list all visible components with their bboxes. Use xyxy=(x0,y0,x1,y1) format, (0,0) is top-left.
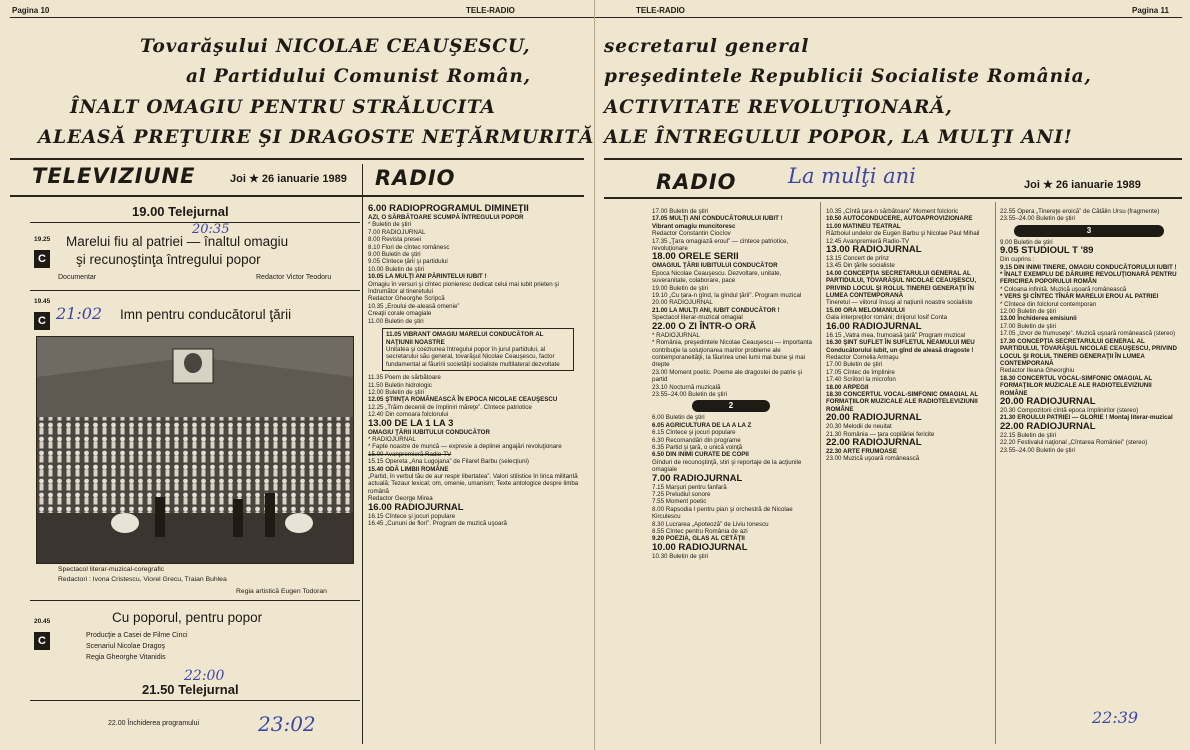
radio2c-line: 13.00 Închiderea emisiunii xyxy=(1000,315,1077,323)
radio1-line: Creaţii corale omagiale xyxy=(368,310,432,318)
radio2a-line: 10.30 Buletin de ştiri xyxy=(652,552,709,560)
radio2a-line: OMAGIUL ŢĂRII IUBITULUI CONDUCĂTOR xyxy=(652,262,778,270)
radio2c-line: * VERS ŞI CÎNTEC TÎNĂR MARELUI EROU AL PATRIEI xyxy=(1000,293,1159,301)
radio2c-line: 23.55–24.00 Buletin de ştiri xyxy=(1000,215,1075,223)
radio2c-line: 22.55 Opera „Tinereţe eroică” de Cătălin Ursu (fragmente) xyxy=(1000,208,1160,215)
channel-2-badge: 2 xyxy=(692,400,770,412)
radio-program-2c xyxy=(1000,208,1180,744)
radio2b-line: Tineretul — viitorul însuşi al națiunii noastre socialiste xyxy=(826,299,973,307)
radio2b-line: Războiul undelor de Eugen Barbu şi Nicolae Paul Mihail xyxy=(826,230,980,238)
radio2a-line: 6.00 Buletin de ştiri xyxy=(652,414,705,422)
radio1-line: 15.00 Avanpremieră Radio-TV xyxy=(368,450,452,458)
radio1-line: AZI, O SĂRBĂTOARE SCUMPĂ ÎNTREGULUI POPOR xyxy=(368,214,524,221)
tv-credit-2: Scenariul Nicolae Dragoş xyxy=(86,643,165,650)
handwritten-time-5: 22:39 xyxy=(1092,708,1139,727)
radio2b-line: 17.00 Buletin de ştiri xyxy=(826,361,883,369)
radio2b-line: 23.00 Muzică uşoară românească xyxy=(826,455,920,463)
tv-caption-2: Redactori : Ivona Cristescu, Viorel Grecu, Traian Buhlea xyxy=(58,576,227,583)
radio1-line: 11.35 Poem de sărbătoare xyxy=(368,374,441,382)
radio-program-2a xyxy=(652,208,816,744)
headline-right-2: preşedintele Republicii Socialiste România, xyxy=(604,66,1092,87)
tv-rule-2 xyxy=(30,290,360,291)
radio2c-line: 17.30 CONCEPŢIA SECRETARULUI GENERAL AL PARTIDULUI, TOVARĂŞUL NICOLAE CEAUŞESCU, PRIVIND LOCUL ŞI ROLUL TINEREI GENERAŢII ÎN LUMEA CONTEMPORANĂ xyxy=(1000,337,1177,367)
radio2b-line: 22.30 ARTE FRUMOASE xyxy=(826,447,897,455)
radio1-line: 12.05 ŞTIINŢA ROMÂNEASCĂ ÎN EPOCA NICOLAE CEAUŞESCU xyxy=(368,396,558,404)
radio1-line: 11.05 VIBRANT OMAGIU MARELUI CONDUCĂTOR AL NAŢIUNII NOASTRE xyxy=(386,331,544,346)
radio2a-line: Spectacol literar-muzical omagial xyxy=(652,314,743,322)
radio2c-line: 17.00 Buletin de ştiri xyxy=(1000,322,1057,330)
radio2a-line: 8.30 Lucrarea „Apoteoză” de Liviu Ionescu xyxy=(652,520,769,528)
radio2a-line: Vibrant omagiu muncitoresc xyxy=(652,222,736,230)
radio2a-line: 6.05 AGRICULTURA DE LA A LA Z xyxy=(652,421,752,429)
radio1-line: 10.00 Buletin de ştiri xyxy=(368,265,425,273)
radio2b-line: 20.00 RADIOJURNAL xyxy=(826,412,922,424)
radio1-line: 12.40 Din comoara folclorului xyxy=(368,411,449,419)
radio1-line: 8.00 Revista presei xyxy=(368,236,421,244)
page-number-right: Pagina 11 xyxy=(1132,6,1169,15)
radio2a-line: 18.00 ORELE SERII xyxy=(652,251,739,263)
radio2a-line: Redactor Constantin Ciocîov xyxy=(652,230,731,238)
radio2c-line: 20.30 Compozitorii cîntă epoca împlinirilor (stereo) xyxy=(1000,406,1139,414)
section-rule-left xyxy=(10,195,584,197)
tv-time-1945: 19.45 xyxy=(34,298,51,305)
top-rule xyxy=(10,17,1182,18)
radio2b-line: 20.30 Melodii de neuitat xyxy=(826,423,892,431)
tv-rule-3 xyxy=(30,600,360,601)
tv-title-marelui-fiu: Marelui fiu al patriei — înaltul omagiu xyxy=(66,234,289,249)
radio2b-line: 22.00 RADIOJURNAL xyxy=(826,436,922,448)
radio2a-line: 19.10 „Cu ţara-n gînd, la gîndul ţării”. Program muzical xyxy=(652,292,802,300)
radio1-line: 6.00 RADIOPROGRAMUL DIMINEŢII xyxy=(368,204,529,214)
headline-right-4: ALE ÎNTREGULUI POPOR, LA MULŢI ANI! xyxy=(604,127,1073,148)
radio1-line: 15.15 Opereta „Ana Lugojana” de Filaret Barbu (selecţiuni) xyxy=(368,458,529,466)
radio2a-line: 6.30 Recomandări din programe xyxy=(652,436,741,444)
tv-channel-badge-3: C xyxy=(34,632,50,650)
running-head-right: TELE-RADIO xyxy=(636,6,685,15)
tv-title-cu-poporul: Cu poporul, pentru popor xyxy=(112,610,263,625)
radio-col-divider-1 xyxy=(820,202,821,744)
radio2a-line: 21.00 LA MULŢI ANI, IUBIT CONDUCĂTOR ! xyxy=(652,306,780,314)
headline-left-3: ÎNALT OMAGIU PENTRU STRĂLUCITA xyxy=(70,97,496,118)
tv-redactor-1: Redactor Victor Teodoru xyxy=(256,274,332,281)
radio2b-line: Gala interpreţilor români; dirijorul Iosif Conta xyxy=(826,314,948,322)
tv-date: Joi ★ 26 ianuarie 1989 xyxy=(230,173,347,185)
radio1-line: Redactor Gheorghe Scripcă xyxy=(368,295,445,303)
tv-credit-3: Regia Gheorghe Vitanidis xyxy=(86,654,166,661)
radio1-line: 15.40 ODĂ LIMBII ROMÂNE xyxy=(368,465,449,473)
radio2c-line: * ÎNALT EXEMPLU DE DĂRUIRE REVOLUŢIONARĂ PENTRU FERICIREA POPORULUI ROMÂN xyxy=(1000,271,1177,286)
radio1-line: OMAGIU ŢĂRII IUBITULUI CONDUCĂTOR xyxy=(368,428,490,436)
radio2a-line: Epoca Nicolae Ceauşescu. Dezvoltare, unitate, suveranitate, colaborare, pace xyxy=(652,269,782,285)
tv-title-imn: Imn pentru conducătorul ţării xyxy=(120,307,292,322)
radio2b-line: 15.00 ORA MELOMANULUI xyxy=(826,306,905,314)
radio2c-line: 9.05 STUDIOUL T '89 xyxy=(1000,245,1094,257)
radio2b-line: Redactor Cornelia Armaşu xyxy=(826,353,899,361)
channel-3-badge: 3 xyxy=(1014,225,1164,237)
radio2b-line: Conducătorului iubit, un gînd de aleasă dragoste ! xyxy=(826,346,974,354)
radio2a-line: 7.55 Moment poetic xyxy=(652,498,707,506)
radio2a-line: 6.15 Cîntece şi jocuri populare xyxy=(652,429,736,437)
radio2b-line: 16.00 RADIOJURNAL xyxy=(826,320,922,332)
radio2b-line: 10.35 „Cîntă ţara-n sărbătoare” Moment folcloric xyxy=(826,208,959,215)
radio1-line: 9.05 Cîntece ţării şi partidului xyxy=(368,258,448,266)
tv-channel-badge-1: C xyxy=(34,250,50,268)
radio2b-line: 17.40 Scriitori la microfon xyxy=(826,376,896,384)
section-rule-right xyxy=(604,197,1182,199)
handwritten-time-4: 23:02 xyxy=(258,712,316,736)
tv-caption-1: Spectacol literar-muzical-coregrafic xyxy=(58,566,165,573)
radio-date: Joi ★ 26 ianuarie 1989 xyxy=(1024,179,1141,191)
radio1-line: 13.00 DE LA 1 LA 3 xyxy=(368,417,454,429)
radio2b-line: 13.00 RADIOJURNAL xyxy=(826,244,922,256)
radio1-line: Redactor George Mirea xyxy=(368,495,433,503)
tv-rule-4 xyxy=(30,700,360,701)
radio2a-line: 8.00 Rapsodia I pentru pian şi orchestră de Nicolae Kirculescu xyxy=(652,505,793,521)
radio2a-line: 7.00 RADIOJURNAL xyxy=(652,472,743,484)
tv-radio-divider xyxy=(362,164,363,744)
radio1-line: 16.15 Cîntece şi jocuri populare xyxy=(368,512,456,520)
radio2c-line: 9.00 Buletin de ştiri xyxy=(1000,238,1053,246)
radio1-line: 12.25 „Trăim deceniii de împliniri măreţe”. Cîntece patriotice xyxy=(368,403,532,411)
section-televiziune: TELEVIZIUNE xyxy=(32,164,196,188)
radio-program-2b xyxy=(826,208,992,744)
radio2a-line: Gînduri de recunoştinţă, stiri şi reportaje de la acţiunile omagiale xyxy=(652,458,802,474)
radio2c-line: 9.15 DIN INIMI TINERE, OMAGIU CONDUCĂTORULUI IUBIT ! xyxy=(1000,263,1177,271)
section-radio-left: RADIO xyxy=(375,166,456,190)
radio2b-line: 12.45 Avanpremieră Radio-TV xyxy=(826,237,910,245)
radio2a-line: 23.10 Nocturnă muzicală xyxy=(652,383,721,391)
radio2a-line: 7.25 Preludiul sonore xyxy=(652,491,711,498)
radio1-line: 11.00 Buletin de ştiri xyxy=(368,317,424,325)
radio2c-line: 22.00 RADIOJURNAL xyxy=(1000,420,1096,432)
radio2b-line: 16.30 ŞINT SUFLET ÎN SUFLETUL NEAMULUI MEU xyxy=(826,339,975,347)
radio2c-line: 23.55–24.00 Buletin de ştiri xyxy=(1000,446,1075,454)
radio2a-line: 19.00 Buletin de ştiri xyxy=(652,284,709,292)
radio2c-line: Redactor Ileana Gheorghiu xyxy=(1000,367,1075,375)
radio2c-line: 22.20 Festivalul naţional „Cîntarea României” (stereo) xyxy=(1000,439,1148,447)
radio2b-line: 10.50 AUTOCONDUCERE, AUTOAPROVIZIONARE xyxy=(826,215,973,223)
headline-right-3: ACTIVITATE REVOLUŢIONARĂ, xyxy=(604,97,953,118)
spectacol-photo xyxy=(36,336,354,564)
section-radio-right: RADIO xyxy=(656,170,737,194)
radio2a-line: 10.00 RADIOJURNAL xyxy=(652,541,748,553)
handwritten-la-multi-ani: La mulţi ani xyxy=(788,164,916,188)
radio2b-line: 11.00 MATINEU TEATRAL xyxy=(826,222,901,230)
radio2c-line: 22.15 Buletin de ştiri xyxy=(1000,431,1057,439)
running-head-left: TELE-RADIO xyxy=(466,6,515,15)
tv-time-1925: 19.25 xyxy=(34,236,51,243)
handwritten-time-3: 22:00 xyxy=(184,668,225,684)
radio2c-line: 18.30 CONCERTUL VOCAL-SIMFONIC OMAGIAL AL FORMAŢIILOR MUZICALE ALE RADIOTELEVIZIUNII ROMÂNE xyxy=(1000,374,1153,397)
radio2b-line: 16.15 „Vatra mea, frumoasă ţară” Program muzical xyxy=(826,331,966,339)
headline-rule-right xyxy=(604,158,1182,160)
radio2a-line: 6.50 DIN INIMI CURATE DE COPII xyxy=(652,451,749,459)
headline-left-4: ALEASĂ PREŢUIRE ŞI DRAGOSTE NEŢĂRMURITĂ xyxy=(38,127,595,148)
radio2a-line: 17.35 „Ţara omagiază eroul” — cîntece patriotice, revoluţionare xyxy=(652,237,789,253)
radio2a-ch2-row xyxy=(652,398,816,414)
radio2b-line: 13.45 Din ţările socialiste xyxy=(826,262,895,270)
radio1-line: 16.00 RADIOJURNAL xyxy=(368,501,464,513)
radio2b-line: 17.05 Cîntec de împlinire xyxy=(826,368,895,376)
radio2a-line: 20.00 RADIOJURNAL xyxy=(652,299,713,307)
radio2a-line: 9.20 POEZIA, GLAS AL CETĂŢII xyxy=(652,535,745,543)
tv-title-marelui-fiu-2: şi recunoştinţa întregului popor xyxy=(76,252,261,267)
radio2c-line: 17.05 „Izvor de frumuseţe”. Muzică uşoară românească (stereo) xyxy=(1000,330,1176,338)
radio1-line: 10.35 „Eroului de-aleasă omenie” xyxy=(368,302,460,310)
tv-channel-badge-2: C xyxy=(34,312,50,330)
radio2c-line: * Cîntece din folclorul contemporan xyxy=(1000,300,1097,308)
radio1-line: * Buletin de ştiri xyxy=(368,221,411,229)
radio2a-line: 17.00 Buletin de ştiri xyxy=(652,208,709,215)
page-number-left: Pagina 10 xyxy=(12,6,50,15)
radio-col-divider-2 xyxy=(995,202,996,744)
radio2c-line: 12.00 Buletin de ştiri xyxy=(1000,308,1057,316)
radio2a-line: 23.55–24.00 Buletin de ştiri xyxy=(652,390,727,398)
handwritten-time-2: 21:02 xyxy=(56,304,103,323)
radio1-line: 11.50 Buletin hidrologic xyxy=(368,381,432,389)
radio2a-line: 17.05 MULŢI ANI CONDUCĂTORULUI IUBIT ! xyxy=(652,215,783,223)
radio2a-line: 22.00 O ZI ÎNTR-O ORĂ xyxy=(652,320,756,332)
radio2c-line: 20.00 RADIOJURNAL xyxy=(1000,395,1096,407)
radio2c-line: * Coloana infinită. Muzică uşoară românească xyxy=(1000,285,1127,293)
radio1-boxed-omagiu xyxy=(382,328,574,371)
radio2b-line: 21.30 România — ţara copilăriei fericite xyxy=(826,430,935,438)
tv-credit-1: Producţie a Casei de Filme Cinci xyxy=(86,632,188,639)
radio2b-line: 18.30 CONCERTUL VOCAL-SIMFONIC OMAGIAL AL FORMAŢIILOR MUZICALE ALE RADIOTELEVIZIUNII ROMÂNE xyxy=(826,390,979,413)
radio2b-line: 18.00 ARPEGII xyxy=(826,383,869,391)
radio2a-line: 8.55 Cîntec pentru România de azi xyxy=(652,528,748,536)
radio2a-line: 23.00 Moment poetic. Poeme ale dragostei de patrie şi partid xyxy=(652,368,802,384)
tv-1900-telejurnal: 19.00 Telejurnal xyxy=(132,204,229,219)
radio1-line: 16.45 „Cununi de flori”. Program de muzică uşoară xyxy=(368,520,507,528)
headline-right-1: secretarul general xyxy=(604,36,810,57)
tv-time-2045: 20.45 xyxy=(34,618,51,625)
radio1-line: Unitatea şi coeziunea întregului popor în jurul partidului, al secretarului său general, tovarăşul Nicolae Ceauşescu, factor fundamental al făuririi societăţii socialiste multilateral dezvoltate xyxy=(386,345,560,368)
tv-documentar: Documentar xyxy=(58,274,97,281)
spectacol-photo-illustration xyxy=(37,337,353,563)
radio1-line: 7.00 RADIOJURNAL xyxy=(368,228,426,236)
radio2c-ch3-row xyxy=(1000,223,1180,239)
radio2c-line: Din cuprins : xyxy=(1000,256,1035,264)
radio1-line: * RADIOJURNAL xyxy=(368,435,416,443)
radio1-line: Omagiu în versuri şi cîntec pionieresc dedicat celui mai iubit prieten şi îndrumător al tineretului xyxy=(368,280,559,296)
radio2c-line: 21.30 EROULUI PATRIEI — GLORIE ! Montaj literar-muzical xyxy=(1000,414,1173,422)
radio2a-line: 6.35 Partid şi ţară, o unică voinţă xyxy=(652,443,743,451)
tv-caption-3: Regia artistică Eugen Todoran xyxy=(236,588,327,595)
radio1-line: 12.00 Buletin de ştiri xyxy=(368,388,425,396)
radio2b-line: 13.15 Concert de prînz xyxy=(826,255,889,263)
radio2a-line: * România, preşedintele Nicolae Ceauşescu — importanta contribuţie la soluţionarea marilor probleme ale contemporaneităţii, la făurirea unei lumi mai bune şi mai drepte xyxy=(652,339,812,369)
headline-left-1: Tovarăşului NICOLAE CEAUŞESCU, xyxy=(140,36,531,57)
handwritten-time-1: 20:35 xyxy=(192,222,230,237)
radio1-line: „Partid, în verbul tău de aur respir libertatea”. Valori stilistice în lirica militantă actuală; Tezaur lexical; om, omenie, umanism; Texte antologice despre limba română xyxy=(368,473,579,495)
headline-rule-left xyxy=(10,158,584,160)
radio2a-line: 7.15 Marşuri pentru fanfară xyxy=(652,483,727,491)
radio2b-line: 14.00 CONCEPŢIA SECRETARULUI GENERAL AL PARTIDULUI, TOVARĂŞUL NICOLAE CEAUŞESCU, PRIVIND LOCUL ŞI ROLUL TINEREI GENERAŢII ÎN LUMEA CONTEMPORANĂ xyxy=(826,269,977,300)
tv-2150-telejurnal: 21.50 Telejurnal xyxy=(142,682,239,697)
tv-2200-inchiderea: 22.00 Închiderea programului xyxy=(108,720,200,727)
radio1-line: * Fapte noastre de muncă — expresie a deplinei angajări revoluţionare xyxy=(368,443,562,451)
radio1-line: 10.05 LA MULŢI ANI PĂRINTELUI IUBIT ! xyxy=(368,273,487,281)
radio-program-1 xyxy=(368,204,588,744)
radio1-line: 9.00 Buletin de ştiri xyxy=(368,251,421,259)
headline-left-2: al Partidului Comunist Român, xyxy=(186,66,531,87)
page-gutter xyxy=(594,0,595,750)
radio1-line: 8.10 Flori de cîntec românesc xyxy=(368,243,450,251)
radio2a-line: * RADIOJURNAL xyxy=(652,331,700,339)
